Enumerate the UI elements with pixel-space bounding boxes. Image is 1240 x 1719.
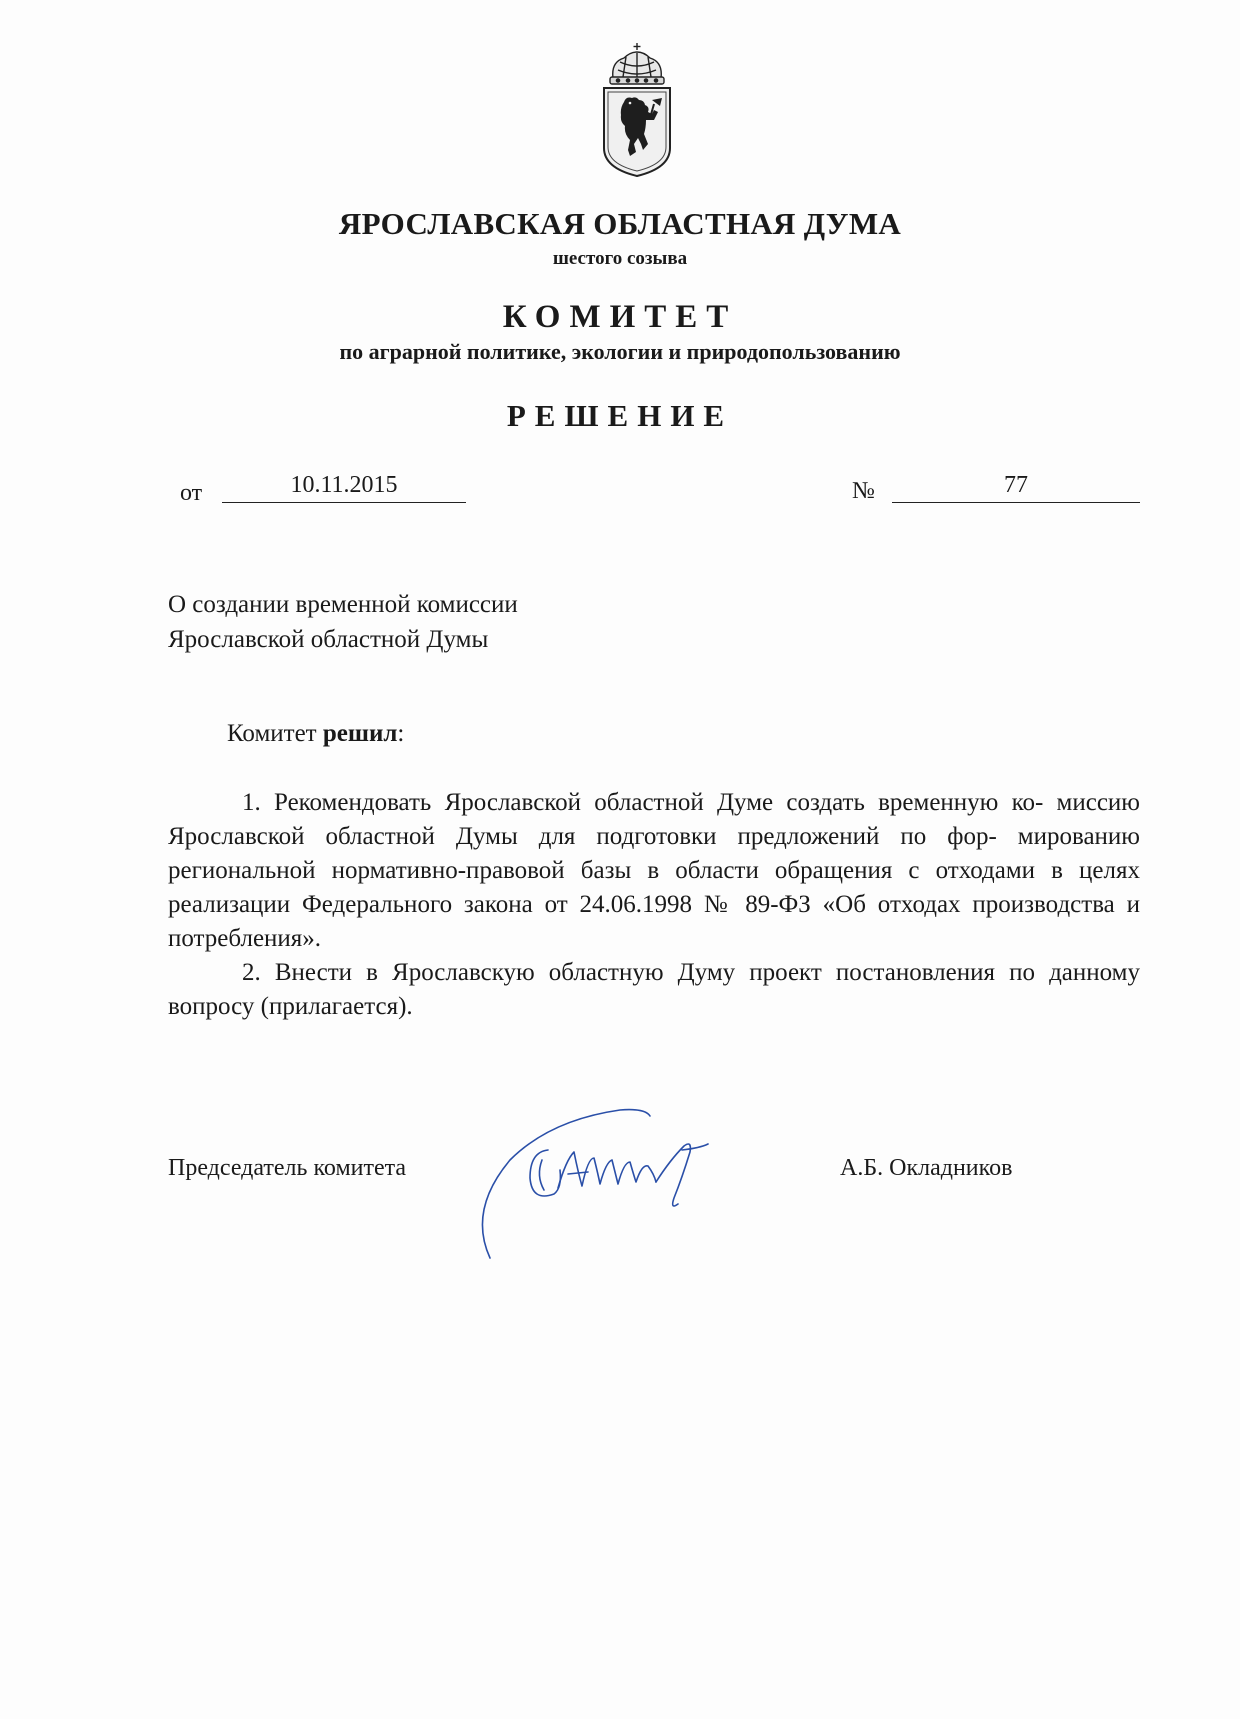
handwritten-signature (470, 1090, 750, 1260)
decision-date: 10.11.2015 (222, 472, 466, 503)
committee-subtitle: по аграрной политике, экологии и природопользованию (339, 339, 901, 364)
decision-body (168, 786, 1140, 1024)
committee-title: КОМИТЕТ (502, 299, 738, 335)
decided-verb: решил (322, 720, 398, 747)
convocation-label: шестого созыва (552, 248, 688, 269)
duma-title: ЯРОСЛАВСКАЯ ОБЛАСТНАЯ ДУМА (338, 206, 902, 241)
subject-line-1: О создании временной комиссии (168, 591, 518, 618)
decided-line (227, 720, 404, 748)
decided-prefix: Комитет (227, 720, 323, 747)
date-prefix: от (180, 480, 203, 506)
decision-number: 77 (892, 472, 1140, 503)
body-paragraph-1: 1. Рекомендовать Ярославской областной Думе создать временную ко- миссию Ярославской областной Думы для подготовки предложений по фор- мированию региональной нормативно-правовой базы в области обращения с отходами в целях реализации Федерального закона от 24.06.1998 № 89-ФЗ «Об отходах производства и потребления». (168, 789, 1140, 952)
signatory-name: А.Б. Окладников (840, 1155, 1013, 1181)
coat-of-arms-bear-icon (596, 40, 678, 178)
body-paragraph-2: 2. Внести в Ярославскую областную Думу проект постановления по данному вопросу (прилагается). (168, 959, 1140, 1020)
subject-block (168, 587, 518, 657)
subject-line-2: Ярославской областной Думы (168, 626, 489, 653)
decision-title: РЕШЕНИЕ (506, 398, 734, 433)
decided-suffix: : (397, 720, 405, 747)
signatory-position: Председатель комитета (168, 1155, 407, 1181)
number-prefix: № (852, 478, 875, 504)
